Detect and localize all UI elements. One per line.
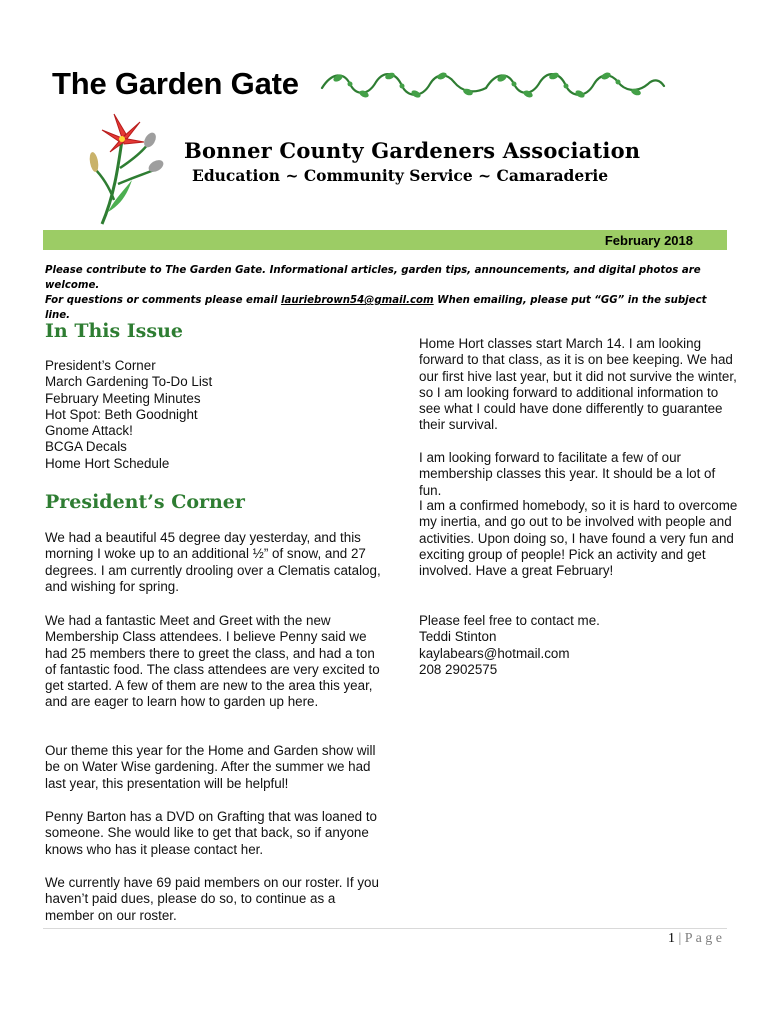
- issue-list-item: Home Hort Schedule: [45, 455, 170, 471]
- contact-phone: 208 2902575: [419, 661, 498, 677]
- newsletter-title: The Garden Gate: [52, 66, 299, 101]
- issue-list-item: Hot Spot: Beth Goodnight: [45, 406, 198, 422]
- page-number: 1: [667, 931, 675, 946]
- flower-illustration: [88, 108, 168, 228]
- presidents-corner-paragraph: We currently have 69 paid members on our roster. If you haven’t paid dues, please do so, to continue as a member on our roster.: [45, 875, 379, 923]
- decorative-vine-ornament: [318, 66, 668, 106]
- presidents-corner-paragraph: Penny Barton has a DVD on Grafting that was loaned to someone. She would like to get that back, so if anyone knows who has it please contact her.: [45, 809, 377, 857]
- contribution-notice: [45, 263, 735, 323]
- issue-date-bar: [43, 230, 727, 250]
- contact-block: [419, 613, 739, 678]
- right-column-paragraph: I am looking forward to facilitate a few of our membership classes this year. It should be a lot of fun.: [419, 450, 716, 498]
- presidents-corner-paragraph: Our theme this year for the Home and Garden show will be on Water Wise gardening. After the summer we had last year, this presentation will be helpful!: [45, 743, 376, 791]
- presidents-corner-paragraph: We had a beautiful 45 degree day yesterday, and this morning I woke up to an additional ½” of snow, and 27 degrees. I am currently drooling over a Clematis catalog, and wishing for spring.: [45, 530, 381, 594]
- contact-intro: Please feel free to contact me.: [419, 613, 600, 628]
- contribution-line-1: Please contribute to The Garden Gate. Informational articles, garden tips, announcements, and digital photos are welcome.: [45, 265, 701, 291]
- in-this-issue-heading: In This Issue: [45, 320, 183, 342]
- contribution-text-tail: When emailing, please put “GG” in the subject line.: [45, 295, 707, 321]
- contact-email[interactable]: kaylabears@hotmail.com: [419, 645, 570, 661]
- contribution-text: For questions or comments please email: [45, 295, 281, 306]
- contribution-line-2: [45, 293, 735, 323]
- issue-list-item: BCGA Decals: [45, 439, 127, 455]
- issue-list-item: President’s Corner: [45, 358, 156, 373]
- right-column-paragraph: Home Hort classes start March 14. I am looking forward to that class, as it is on bee keeping. We had our first hive last year, but it did not survive the winter, so I am looking forward to additional information to see what I could have done differently to guarantee their survival.: [419, 336, 737, 433]
- organization-name: Bonner County Gardeners Association: [184, 138, 641, 163]
- organization-tagline: Education ~ Community Service ~ Camaraderie: [192, 166, 609, 185]
- right-column-paragraph: I am a confirmed homebody, so it is hard to overcome my inertia, and go out to be involved with people and activities. Upon doing so, I have found a very fun and exciting group of people! Pick an activity and get involved. Have a great February!: [419, 498, 738, 579]
- page-footer: [620, 931, 722, 947]
- issue-list-item: Gnome Attack!: [45, 423, 133, 439]
- issue-list-item: March Gardening To-Do List: [45, 374, 213, 390]
- presidents-corner-heading: President’s Corner: [45, 491, 245, 513]
- page-label: P a g e: [684, 931, 722, 946]
- issue-list-item: February Meeting Minutes: [45, 390, 201, 406]
- presidents-corner-paragraph: We had a fantastic Meet and Greet with the new Membership Class attendees. I believe Penny said we had 25 members there to greet the class, and had a ton of fantastic food. The class attendees are very excited to get started. A few of them are new to the area this year, and are eager to learn how to garden up here.: [45, 613, 380, 710]
- issue-date: February 2018: [604, 233, 693, 248]
- page-separator: |: [674, 931, 685, 946]
- footer-divider: [43, 928, 727, 929]
- contact-name: Teddi Stinton: [419, 629, 497, 645]
- contribution-email-link[interactable]: lauriebrown54@gmail.com: [280, 295, 434, 306]
- in-this-issue-list: [45, 358, 385, 472]
